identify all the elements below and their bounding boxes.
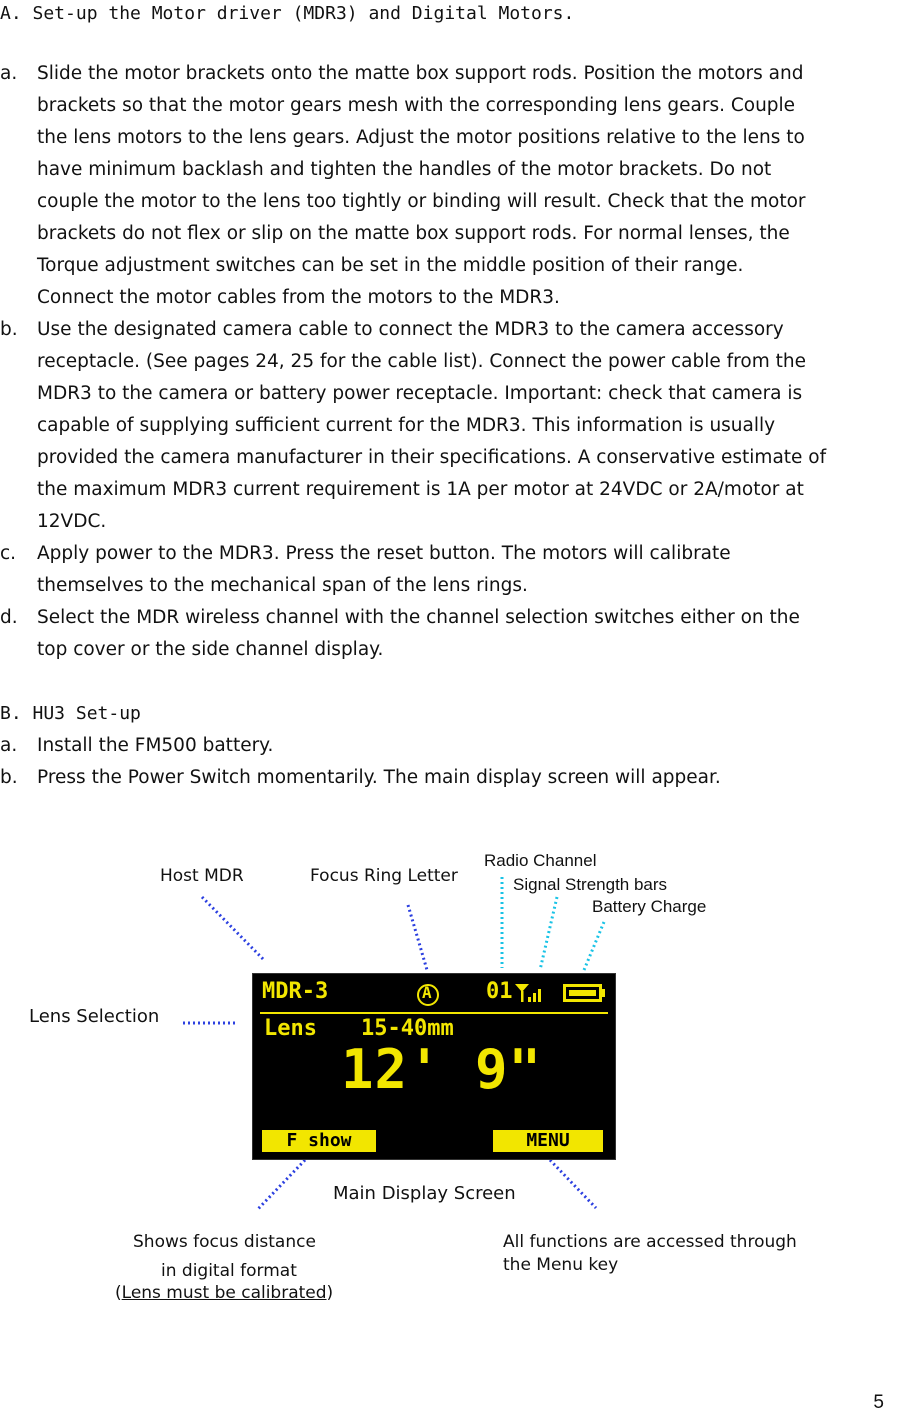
ring-letter-badge	[417, 984, 439, 1006]
label-host-mdr: Host MDR	[160, 866, 244, 886]
paragraph-line: Press the Power Switch momentarily. The main display screen will appear.	[37, 767, 721, 788]
leader-host-mdr	[202, 897, 264, 960]
list-marker: d.	[0, 607, 18, 628]
paragraph-line: brackets do not flex or slip on the matte box support rods. For normal lenses, the	[37, 223, 790, 244]
paragraph-line: the maximum MDR3 current requirement is 1A per motor at 24VDC or 2A/motor at	[37, 479, 804, 500]
battery-icon	[563, 983, 607, 1003]
label-focus-distance-line-1: Shows focus distance	[133, 1232, 316, 1252]
label-lens-selection: Lens Selection	[29, 1006, 160, 1027]
screen-lens-value: 15-40mm	[361, 1016, 454, 1041]
list-marker: b.	[0, 767, 18, 788]
paragraph-line: the lens motors to the lens gears. Adjust the motor positions relative to the lens to	[37, 127, 805, 148]
paragraph-line: receptacle. (See pages 24, 25 for the cable list). Connect the power cable from the	[37, 351, 806, 372]
section-b-heading: B. HU3 Set-up	[0, 703, 141, 724]
label-battery-charge: Battery Charge	[592, 897, 707, 916]
leader-focus-distance	[258, 1160, 305, 1209]
label-signal-strength: Signal Strength bars	[513, 875, 668, 894]
paragraph-line: capable of supplying sufficient current for the MDR3. This information is usually	[37, 415, 776, 436]
paragraph-line: Select the MDR wireless channel with the channel selection switches either on the	[37, 607, 800, 628]
signal-strength-icon	[513, 982, 549, 1004]
list-marker: c.	[0, 543, 17, 564]
label-menu-note-line-1: All functions are accessed through	[503, 1232, 797, 1252]
paragraph-line: provided the camera manufacturer in their specifications. A conservative estimate of	[37, 447, 827, 468]
paragraph-line: Use the designated camera cable to connect the MDR3 to the camera accessory	[37, 319, 784, 340]
paragraph-line: couple the motor to the lens too tightly or binding will result. Check that the motor	[37, 191, 806, 212]
paragraph-line: themselves to the mechanical span of the lens rings.	[37, 575, 528, 596]
screen-lens-label: Lens	[264, 1016, 317, 1041]
leader-focus-ring-letter	[408, 905, 427, 970]
calibration-note: Lens must be calibrated	[121, 1283, 327, 1303]
label-focus-ring-letter: Focus Ring Letter	[310, 866, 458, 886]
list-marker: a.	[0, 63, 18, 84]
paragraph-line: Connect the motor cables from the motors to the MDR3.	[37, 287, 560, 308]
screen-divider	[260, 1012, 608, 1014]
main-display-screen	[252, 973, 616, 1160]
paragraph-line: 12VDC.	[37, 511, 107, 532]
paragraph-line: Torque adjustment switches can be set in the middle position of their range.	[37, 255, 744, 276]
leader-signal-strength	[540, 897, 557, 970]
screen-channel: 01	[486, 979, 513, 1004]
label-focus-distance-line-3: (Lens must be calibrated)	[115, 1283, 334, 1303]
screen-device-name: MDR-3	[262, 979, 329, 1004]
paragraph-line: top cover or the side channel display.	[37, 639, 384, 660]
menu-softkey[interactable]: MENU	[493, 1130, 603, 1152]
leader-battery-charge	[584, 922, 604, 970]
leader-menu-key	[550, 1160, 596, 1208]
label-menu-note-line-2: the Menu key	[503, 1255, 619, 1275]
list-marker: b.	[0, 319, 18, 340]
label-main-display: Main Display Screen	[333, 1183, 516, 1204]
paragraph-line: Slide the motor brackets onto the matte box support rods. Position the motors and	[37, 63, 804, 84]
label-focus-distance-line-2: in digital format	[161, 1261, 297, 1281]
section-a-heading: A. Set-up the Motor driver (MDR3) and Digital Motors.	[0, 3, 575, 24]
label-radio-channel: Radio Channel	[484, 851, 597, 870]
paragraph-line: brackets so that the motor gears mesh with the corresponding lens gears. Couple	[37, 95, 796, 116]
paragraph-line: have minimum backlash and tighten the handles of the motor brackets. Do not	[37, 159, 772, 180]
screen-ring-letter: A	[422, 983, 432, 1002]
f-show-softkey[interactable]: F show	[262, 1130, 376, 1152]
paragraph-line: Install the FM500 battery.	[37, 735, 274, 756]
paragraph-line: Apply power to the MDR3. Press the reset button. The motors will calibrate	[37, 543, 731, 564]
list-marker: a.	[0, 735, 18, 756]
screen-focus-distance: 12' 9"	[341, 1038, 543, 1101]
paragraph-line: MDR3 to the camera or battery power receptacle. Important: check that camera is	[37, 383, 803, 404]
page-number: 5	[873, 1392, 884, 1413]
